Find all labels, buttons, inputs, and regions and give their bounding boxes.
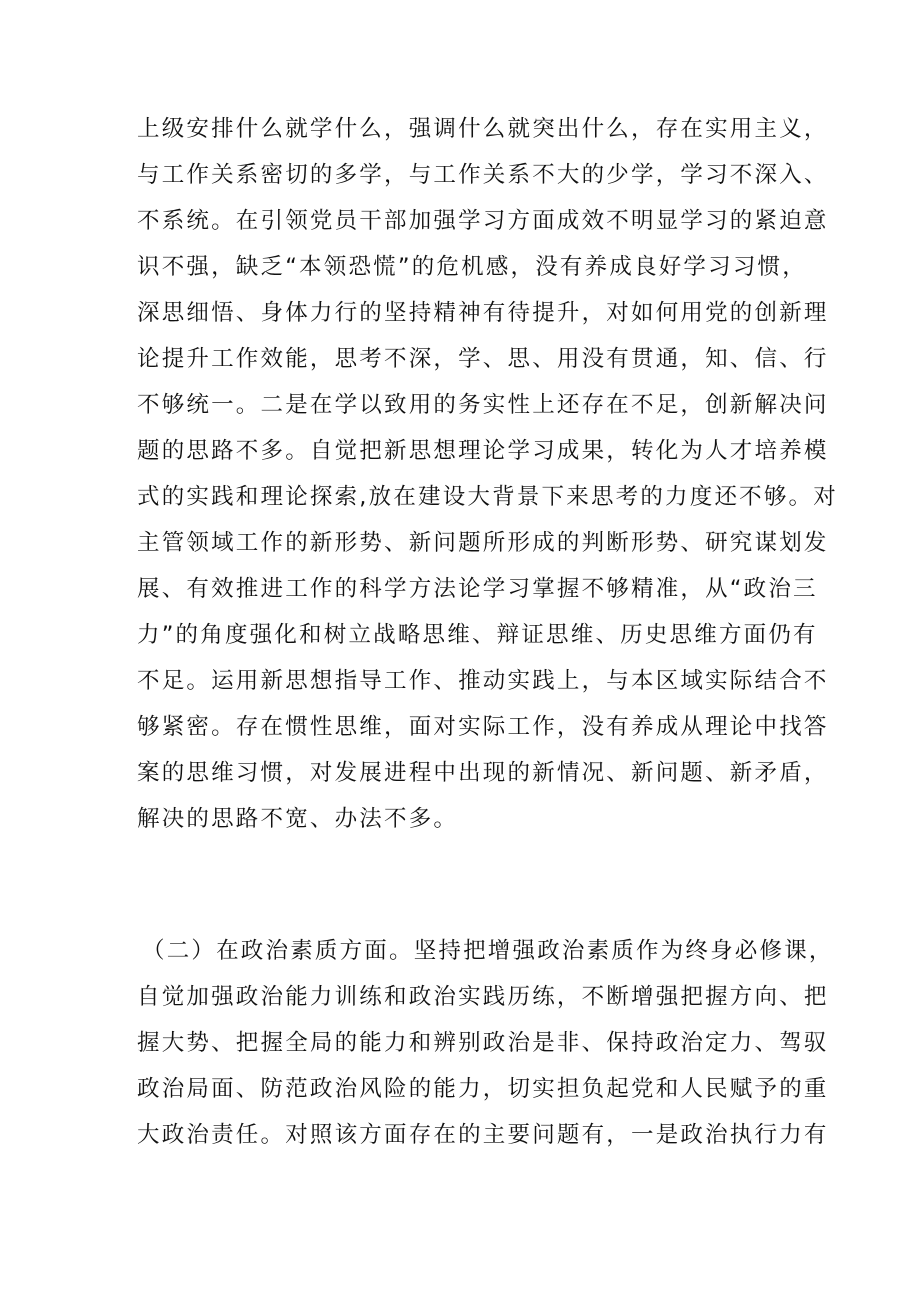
text-line: 不足。运用新思想指导工作、推动实践上，与本区域实际结合不 xyxy=(137,668,829,694)
text-line: 政治局面、防范政治风险的能力，切实担负起党和人民赋予的重 xyxy=(137,1076,829,1102)
text-line: 论提升工作效能，思考不深，学、思、用没有贯通，知、信、行 xyxy=(137,346,829,372)
text-line: 题的思路不多。自觉把新思想理论学习成果，转化为人才培养模 xyxy=(137,438,829,464)
text-line: 力”的角度强化和树立战略思维、辩证思维、历史思维方面仍有 xyxy=(137,622,818,648)
text-line: 不够统一。二是在学以致用的务实性上还存在不足，创新解决问 xyxy=(137,392,829,418)
text-line: 上级安排什么就学什么，强调什么就突出什么，存在实用主义， xyxy=(137,116,829,142)
text-line: 深思细悟、身体力行的坚持精神有待提升，对如何用党的创新理 xyxy=(137,300,829,326)
text-line: 与工作关系密切的多学，与工作关系不大的少学，学习不深入、 xyxy=(137,162,829,188)
text-line: 握大势、把握全局的能力和辨别政治是非、保持政治定力、驾驭 xyxy=(137,1030,829,1056)
text-line: 够紧密。存在惯性思维，面对实际工作，没有养成从理论中找答 xyxy=(137,714,829,740)
text-line: 案的思维习惯，对发展进程中出现的新情况、新问题、新矛盾， xyxy=(137,760,829,786)
section-heading-line: （二）在政治素质方面。坚持把增强政治素质作为终身必修课， xyxy=(142,938,834,964)
text-line: 展、有效推进工作的科学方法论学习掌握不够精准，从“政治三 xyxy=(137,576,818,602)
text-line: 自觉加强政治能力训练和政治实践历练，不断增强把握方向、把 xyxy=(137,984,829,1010)
text-line: 式的实践和理论探索,放在建设大背景下来思考的力度还不够。对 xyxy=(137,484,838,510)
text-line: 主管领域工作的新形势、新问题所形成的判断形势、研究谋划发 xyxy=(137,530,829,556)
text-line: 大政治责任。对照该方面存在的主要问题有，一是政治执行力有 xyxy=(137,1122,829,1148)
text-line: 识不强，缺乏“本领恐慌”的危机感，没有养成良好学习习惯， xyxy=(137,254,807,280)
text-line: 解决的思路不宽、办法不多。 xyxy=(137,806,459,832)
text-line: 不系统。在引领党员干部加强学习方面成效不明显学习的紧迫意 xyxy=(137,208,829,234)
